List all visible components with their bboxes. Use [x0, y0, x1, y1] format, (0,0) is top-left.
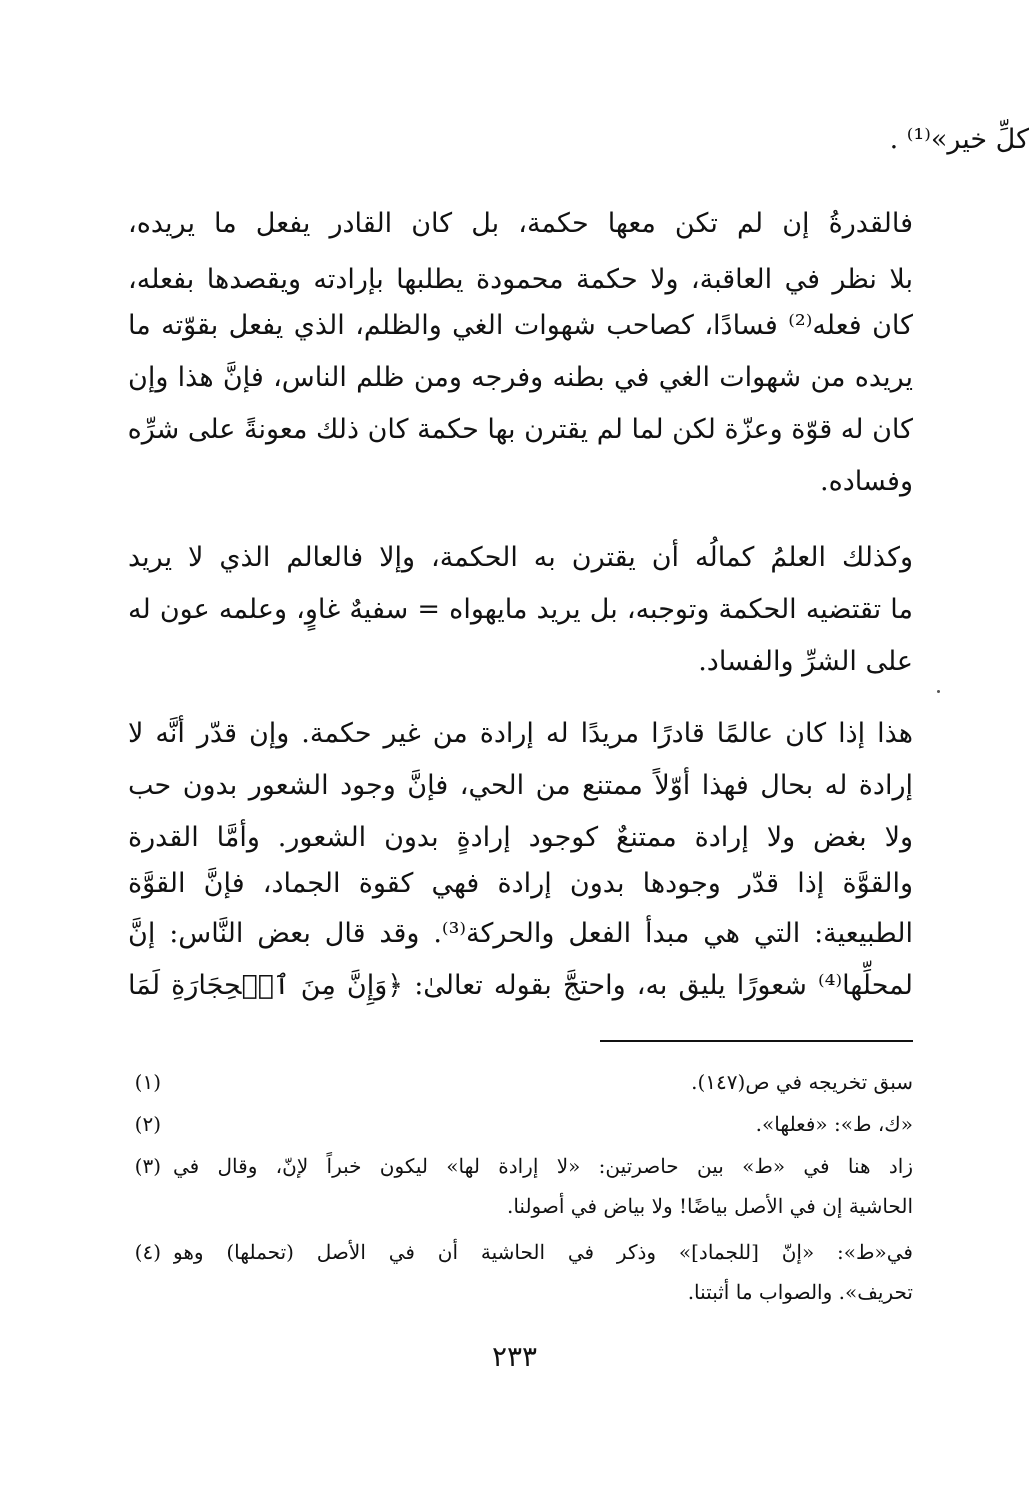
footnote-number: (٤)	[134, 1240, 161, 1264]
page-number: ٢٣٣	[491, 1340, 538, 1373]
footnote-line: تحريف». والصواب ما أثبتنا.	[687, 1280, 913, 1304]
body-line: على الشرِّ والفساد.	[698, 646, 913, 677]
body-line: بلا نظر في العاقبة، ولا حكمة محمودة يطلبها بإرادته ويقصدها بفعله،	[128, 264, 913, 295]
body-line: وفساده.	[819, 466, 913, 497]
body-line: كان له قوّة وعزّة لكن لما لم يقترن بها حكمة كان ذلك معونةً على شرِّه	[128, 414, 913, 445]
body-line: ولا بغض ولا إرادة ممتنعٌ كوجود إرادةٍ بدون الشعور. وأمَّا القدرة	[128, 822, 913, 853]
body-line: هذا إذا كان عالمًا قادرًا مريدًا له إرادة من غير حكمة. وإن قدّر أنَّه لا	[128, 718, 913, 749]
body-line: كان فعله⁽²⁾ فسادًا، كصاحب شهوات الغي والظلم، الذي يفعل بقوّته ما	[128, 310, 913, 341]
footnote-separator	[600, 1040, 913, 1042]
footnote-number: (٣)	[134, 1154, 161, 1178]
footnote-line: في«ط»: «إنّ [للجماد]» وذكر في الحاشية أن في الأصل (تحملها) وهو	[173, 1240, 913, 1264]
body-line: الطبيعية: التي هي مبدأ الفعل والحركة⁽³⁾. وقد قال بعض النَّاس: إنَّ	[128, 918, 913, 949]
body-line: والقوَّة إذا قدّر وجودها بدون إرادة فهي كقوة الجماد، فإنَّ القوَّة	[128, 868, 913, 899]
footnote-line: الحاشية إن في الأصل بياضًا! ولا بياض في أصولنا.	[506, 1194, 913, 1218]
footnote-line: زاد هنا في «ط» بين حاصرتين: «لا إرادة لها» ليكون خبراً لإنّ، وقال في	[173, 1154, 913, 1178]
footnote-number: (٢)	[134, 1112, 161, 1136]
body-line: فالقدرةُ إن لم تكن معها حكمة، بل كان القادر يفعل ما يريده،	[128, 208, 913, 239]
body-line: يريده من شهوات الغي في بطنه وفرجه ومن ظلم الناس، فإنَّ هذا وإن	[128, 362, 913, 393]
body-line: وكذلك العلمُ كمالُه أن يقترن به الحكمة، وإلا فالعالم الذي لا يريد	[128, 542, 913, 573]
stray-mark	[937, 690, 940, 693]
footnote-line: «ك، ط»: «فعلها».	[755, 1112, 913, 1136]
body-line: كلِّ خير»⁽¹⁾ .	[889, 124, 1029, 155]
body-line: لمحلِّها⁽⁴⁾ شعورًا يليق به، واحتجَّ بقوله تعالىٰ: ﴿وَإِنَّ مِنَ ٱلۡحِجَارَةِ لَمَا	[128, 970, 913, 1001]
footnote-line: سبق تخريجه في ص(١٤٧).	[691, 1070, 913, 1094]
body-line: ما تقتضيه الحكمة وتوجبه، بل يريد مايهواه = سفيهٌ غاوٍ، وعلمه عون له	[128, 594, 913, 625]
footnote-number: (١)	[134, 1070, 161, 1094]
body-line: إرادة له بحال فهذا أوّلاً ممتنع من الحي، فإنَّ وجود الشعور بدون حب	[128, 770, 913, 801]
